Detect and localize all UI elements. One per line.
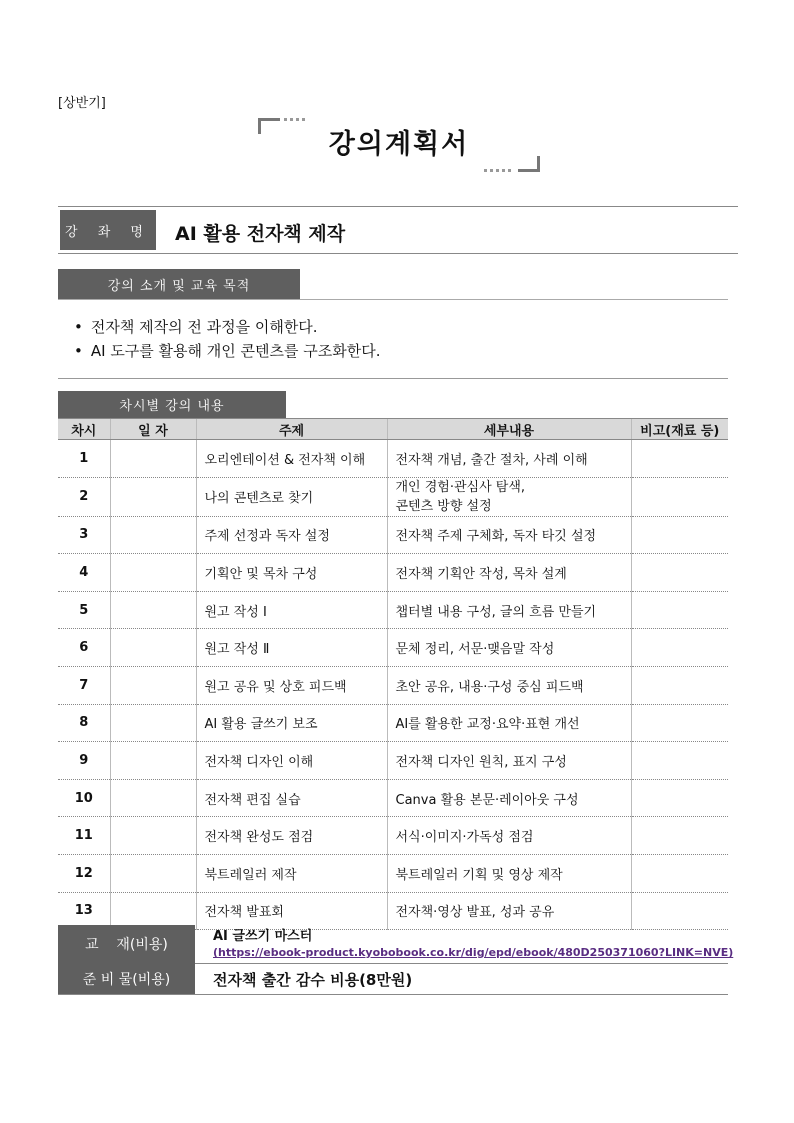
cell-topic: 전자책 디자인 이해 (196, 742, 387, 780)
cell-no: 2 (58, 477, 110, 516)
table-row (58, 892, 728, 930)
cell-topic: 주제 선정과 독자 설정 (196, 516, 387, 554)
cell-detail: 개인 경험·관심사 탐색, 콘텐츠 방향 설정 (387, 477, 631, 516)
cell-detail: 전자책·영상 발표, 성과 공유 (387, 892, 631, 930)
materials-link[interactable]: (https://ebook-product.kyobobook.co.kr/dig/epd/ebook/480D250371060?LINK=NVE) (213, 946, 734, 959)
cell-topic: 나의 콘텐츠로 찾기 (196, 477, 387, 516)
table-row (58, 704, 728, 742)
cell-no: 4 (58, 554, 110, 592)
materials-label: 교 재(비용) (58, 925, 195, 963)
table-row (58, 477, 728, 516)
cell-date (110, 892, 196, 930)
cell-note (631, 629, 728, 667)
cell-no: 12 (58, 854, 110, 892)
cell-topic: 기획안 및 목차 구성 (196, 554, 387, 592)
cell-note (631, 516, 728, 554)
col-header-topic: 주제 (196, 419, 387, 440)
table-row (58, 554, 728, 592)
col-header-detail: 세부내용 (387, 419, 631, 440)
cell-note (631, 666, 728, 704)
cell-topic: 북트레일러 제작 (196, 854, 387, 892)
table-row (58, 629, 728, 667)
page-title: 강의계획서 (328, 129, 470, 160)
corner-decoration (284, 118, 308, 121)
corner-decoration (518, 169, 540, 172)
title-block (258, 118, 540, 172)
cell-no: 5 (58, 591, 110, 629)
schedule-body (58, 440, 728, 930)
course-name-label: 강 좌 명 (60, 210, 156, 250)
cell-note (631, 440, 728, 478)
period-label: [상반기] (58, 96, 106, 111)
supplies-label: 준 비 물(비용) (58, 963, 195, 994)
table-row (58, 666, 728, 704)
corner-decoration (258, 118, 280, 121)
cell-date (110, 440, 196, 478)
cell-topic: 원고 작성 Ⅰ (196, 591, 387, 629)
col-header-note: 비고(재료 등) (631, 419, 728, 440)
cell-detail: 전자책 개념, 출간 절차, 사례 이해 (387, 440, 631, 478)
cell-detail: 챕터별 내용 구성, 글의 흐름 만들기 (387, 591, 631, 629)
cell-note (631, 779, 728, 817)
table-row (58, 742, 728, 780)
cell-date (110, 817, 196, 855)
cell-topic: 전자책 완성도 점검 (196, 817, 387, 855)
cell-no: 8 (58, 704, 110, 742)
cell-date (110, 554, 196, 592)
table-row (58, 779, 728, 817)
cell-date (110, 742, 196, 780)
cell-no: 1 (58, 440, 110, 478)
cell-note (631, 591, 728, 629)
table-row (58, 591, 728, 629)
divider (58, 299, 728, 300)
cell-date (110, 779, 196, 817)
cell-no: 6 (58, 629, 110, 667)
col-header-no: 차시 (58, 419, 110, 440)
cell-topic: AI 활용 글쓰기 보조 (196, 704, 387, 742)
table-row (58, 440, 728, 478)
cell-detail: 전자책 디자인 원칙, 표지 구성 (387, 742, 631, 780)
cell-detail: 전자책 주제 구체화, 독자 타깃 설정 (387, 516, 631, 554)
bullet-item: • AI 도구를 활용해 개인 콘텐츠를 구조화한다. (74, 339, 381, 363)
cell-date (110, 477, 196, 516)
cell-no: 13 (58, 892, 110, 930)
cell-detail: 전자책 기획안 작성, 목차 설계 (387, 554, 631, 592)
table-row (58, 854, 728, 892)
corner-decoration (484, 169, 514, 172)
cell-date (110, 666, 196, 704)
cell-note (631, 477, 728, 516)
cell-no: 10 (58, 779, 110, 817)
course-name-row (58, 206, 738, 254)
cell-no: 11 (58, 817, 110, 855)
cell-date (110, 629, 196, 667)
cell-date (110, 591, 196, 629)
cell-note (631, 704, 728, 742)
intro-heading: 강의 소개 및 교육 목적 (58, 269, 300, 299)
cell-no: 3 (58, 516, 110, 554)
cell-date (110, 704, 196, 742)
col-header-date: 일 자 (110, 419, 196, 440)
cell-no: 7 (58, 666, 110, 704)
supplies-value: 전자책 출간 감수 비용(8만원) (213, 971, 413, 989)
cell-detail: 문체 정리, 서문·맺음말 작성 (387, 629, 631, 667)
schedule-heading: 차시별 강의 내용 (58, 391, 286, 418)
cell-topic: 전자책 편집 실습 (196, 779, 387, 817)
cell-note (631, 742, 728, 780)
course-name-value: AI 활용 전자책 제작 (175, 223, 346, 245)
supplies-row (58, 963, 728, 995)
schedule-table (58, 418, 728, 930)
table-row (58, 516, 728, 554)
cell-no: 9 (58, 742, 110, 780)
cell-note (631, 554, 728, 592)
cell-topic: 오리엔테이션 & 전자책 이해 (196, 440, 387, 478)
cell-note (631, 817, 728, 855)
cell-note (631, 892, 728, 930)
cell-detail: 서식·이미지·가독성 점검 (387, 817, 631, 855)
table-row (58, 817, 728, 855)
cell-detail: AI를 활용한 교정·요약·표현 개선 (387, 704, 631, 742)
cell-topic: 전자책 발표회 (196, 892, 387, 930)
materials-row (58, 925, 734, 964)
cell-date (110, 516, 196, 554)
cell-date (110, 854, 196, 892)
cell-note (631, 854, 728, 892)
cell-detail: 북트레일러 기획 및 영상 제작 (387, 854, 631, 892)
cell-topic: 원고 공유 및 상호 피드백 (196, 666, 387, 704)
cell-topic: 원고 작성 Ⅱ (196, 629, 387, 667)
cell-detail: Canva 활용 본문·레이아웃 구성 (387, 779, 631, 817)
intro-bullets (74, 315, 381, 363)
cell-detail: 초안 공유, 내용·구성 중심 피드백 (387, 666, 631, 704)
divider (58, 378, 728, 379)
bullet-item: • 전자책 제작의 전 과정을 이해한다. (74, 315, 381, 339)
table-header-row (58, 419, 728, 440)
materials-title: AI 글쓰기 마스터 (213, 929, 313, 944)
